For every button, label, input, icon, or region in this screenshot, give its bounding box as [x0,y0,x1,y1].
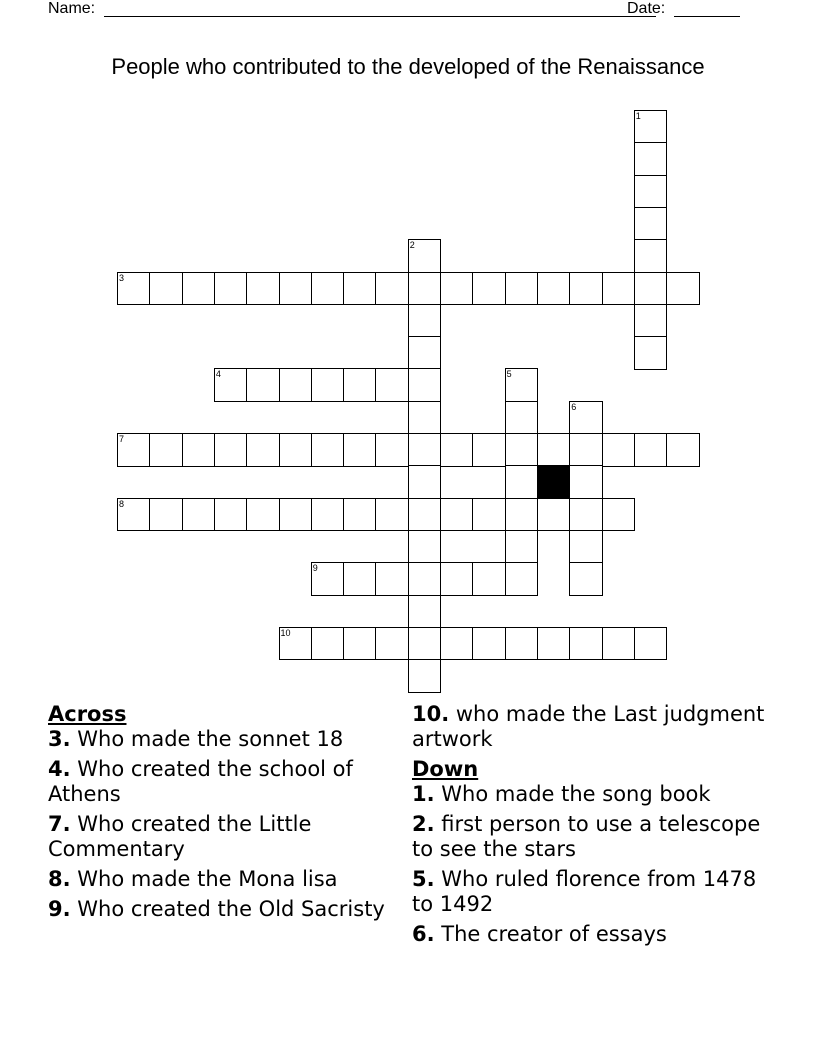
grid-cell[interactable] [408,595,442,629]
grid-cell[interactable] [408,336,442,370]
clue-number: 1. [412,782,435,806]
clue-text: Who ruled florence from 1478 to 1492 [412,867,757,916]
grid-cell[interactable] [666,433,700,467]
grid-cell[interactable] [408,368,442,402]
grid-cell[interactable] [537,498,571,532]
grid-cell[interactable] [375,433,409,467]
header-row [48,0,748,20]
grid-cell[interactable] [569,627,603,661]
grid-cell[interactable] [569,465,603,499]
grid-cell[interactable] [569,272,603,306]
grid-cell[interactable] [279,433,313,467]
grid-cell[interactable] [569,530,603,564]
grid-cell[interactable] [634,239,668,273]
grid-cell[interactable] [408,530,442,564]
clue-text: Who created the Old Sacristy [70,897,385,921]
grid-cell[interactable] [246,498,280,532]
grid-cell[interactable] [311,562,345,596]
grid-cell[interactable] [505,433,539,467]
grid-cell[interactable] [602,272,636,306]
down-heading: Down [412,757,479,781]
grid-cell[interactable] [634,142,668,176]
grid-cell[interactable] [472,562,506,596]
grid-cell[interactable] [505,272,539,306]
date-blank[interactable] [674,16,740,17]
grid-cell[interactable] [214,272,248,306]
name-label: Name: [48,0,96,17]
grid-cell[interactable] [214,433,248,467]
clue-number-label: 8 [119,498,125,509]
grid-cell[interactable] [666,272,700,306]
grid-cell[interactable] [408,627,442,661]
grid-cell[interactable] [634,627,668,661]
grid-cell[interactable] [408,304,442,338]
clue-number: 8. [48,867,71,891]
across-clue-10 [412,702,772,752]
clue-number: 6. [412,922,435,946]
grid-cell[interactable] [472,272,506,306]
grid-cell[interactable] [311,272,345,306]
grid-cell[interactable] [343,562,377,596]
grid-cell[interactable] [472,627,506,661]
grid-cell[interactable] [408,239,442,273]
grid-cell[interactable] [440,627,474,661]
grid-cell[interactable] [472,498,506,532]
across-clue-7 [48,812,398,862]
grid-cell[interactable] [279,368,313,402]
down-clue-6 [412,922,772,947]
clue-number-label: 9 [312,563,318,574]
clue-number-label: 1 [635,111,641,121]
clues-left-column [48,702,398,927]
clue-number: 9. [48,897,71,921]
across-clue-9 [48,897,398,922]
grid-cell[interactable] [149,272,183,306]
grid-cell[interactable] [569,401,603,435]
clue-text: The creator of essays [434,922,667,946]
down-clue-2 [412,812,772,862]
clue-number-label: 2 [409,240,415,251]
grid-cell[interactable] [634,272,668,306]
clue-text: Who created the Little Commentary [48,812,312,861]
grid-cell[interactable] [246,433,280,467]
grid-cell[interactable] [569,562,603,596]
grid-cell[interactable] [182,498,216,532]
down-clue-1 [412,782,772,807]
clue-number: 5. [412,867,435,891]
down-clue-5 [412,867,772,917]
grid-cell[interactable] [472,433,506,467]
grid-cell[interactable] [602,433,636,467]
grid-cell[interactable] [117,272,151,306]
grid-cell[interactable] [440,498,474,532]
grid-cell[interactable] [440,272,474,306]
grid-cell[interactable] [505,562,539,596]
across-clue-4 [48,757,398,807]
grid-cell[interactable] [343,368,377,402]
name-blank[interactable] [104,16,656,17]
grid-cell[interactable] [343,498,377,532]
clue-number: 7. [48,812,71,836]
grid-cell[interactable] [343,433,377,467]
grid-cell[interactable] [149,433,183,467]
grid-cell[interactable] [408,272,442,306]
clue-number-label: 5 [506,369,512,380]
clue-number-label: 3 [119,272,125,283]
grid-cell[interactable] [149,498,183,532]
grid-cell[interactable] [505,627,539,661]
clue-text: Who created the school of Athens [48,757,353,806]
grid-cell[interactable] [117,433,151,467]
grid-cell[interactable] [634,336,668,370]
grid-cell[interactable] [279,272,313,306]
clue-text: Who made the sonnet 18 [70,727,344,751]
grid-cell[interactable] [375,272,409,306]
grid-cell[interactable] [375,627,409,661]
grid-cell[interactable] [375,368,409,402]
grid-cell[interactable] [408,659,442,693]
across-clue-8 [48,867,398,892]
clue-number: 10. [412,702,450,726]
clue-number-label: 4 [215,369,221,380]
grid-cell[interactable] [182,433,216,467]
across-clue-3 [48,727,398,752]
grid-cell[interactable] [634,433,668,467]
grid-cell[interactable] [343,272,377,306]
across-heading: Across [48,702,127,726]
clue-number-label: 10 [280,627,291,638]
grid-cell[interactable] [408,433,442,467]
grid-cell[interactable] [311,368,345,402]
clue-number: 2. [412,812,435,836]
grid-cell[interactable] [214,498,248,532]
grid-cell[interactable] [311,627,345,661]
clue-number: 3. [48,727,71,751]
puzzle-title: People who contributed to the developed of the Renaissance [111,54,705,79]
grid-cell[interactable] [602,498,636,532]
clue-text: first person to use a telescope to see the stars [412,812,761,861]
grid-cell[interactable] [569,498,603,532]
clue-text: Who made the Mona lisa [70,867,338,891]
grid-cell[interactable] [311,498,345,532]
grid-cell[interactable] [602,627,636,661]
grid-block [537,465,571,499]
grid-cell[interactable] [505,498,539,532]
grid-cell[interactable] [634,175,668,209]
clues-right-column [412,702,772,952]
grid-cell[interactable] [537,433,571,467]
grid-cell[interactable] [246,272,280,306]
grid-cell[interactable] [375,498,409,532]
grid-cell[interactable] [440,433,474,467]
grid-cell[interactable] [505,530,539,564]
grid-cell[interactable] [634,207,668,241]
grid-cell[interactable] [311,433,345,467]
grid-cell[interactable] [505,465,539,499]
grid-cell[interactable] [569,433,603,467]
grid-cell[interactable] [440,562,474,596]
grid-cell[interactable] [505,368,539,402]
grid-cell[interactable] [279,498,313,532]
date-label: Date: [627,0,666,17]
clue-number-label: 6 [571,401,577,412]
grid-cell[interactable] [408,401,442,435]
grid-cell[interactable] [505,401,539,435]
clue-text: Who made the song book [434,782,711,806]
clue-number: 4. [48,757,71,781]
clue-text: who made the Last judgment artwork [412,702,765,751]
grid-cell[interactable] [408,562,442,596]
grid-cell[interactable] [246,368,280,402]
grid-cell[interactable] [634,304,668,338]
grid-cell[interactable] [408,465,442,499]
grid-cell[interactable] [375,562,409,596]
grid-cell[interactable] [408,498,442,532]
grid-cell[interactable] [117,498,151,532]
grid-cell[interactable] [634,110,668,144]
grid-cell[interactable] [182,272,216,306]
clue-number-label: 7 [119,434,125,444]
grid-cell[interactable] [537,272,571,306]
grid-cell[interactable] [279,627,313,661]
grid-cell[interactable] [343,627,377,661]
grid-cell[interactable] [214,368,248,402]
grid-cell[interactable] [537,627,571,661]
